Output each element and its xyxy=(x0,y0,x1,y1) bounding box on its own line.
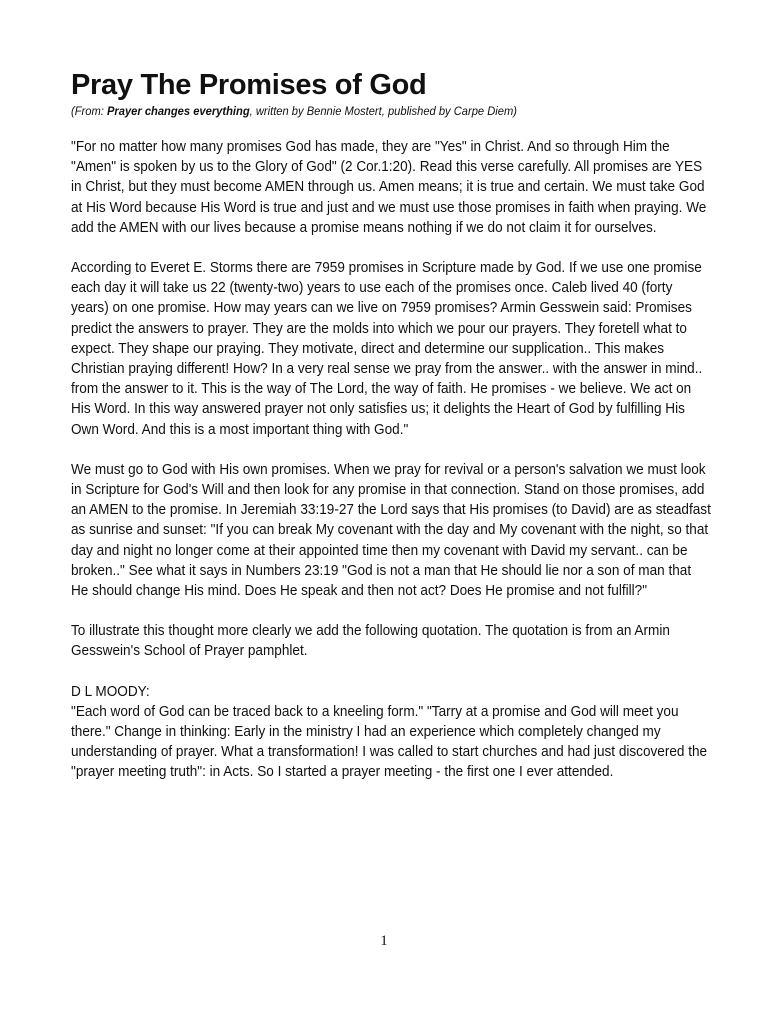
source-citation xyxy=(71,103,666,119)
quote-paragraph: "Each word of God can be traced back to a kneeling form." "Tarry at a promise and God will meet you there." Change in thinking: Early in the ministry I had an experience which completely changed my understanding of prayer. What a transformation! I was called to start churches and had just discovered the "prayer meeting truth": in Acts. So I started a prayer meeting - the first one I ever attended. xyxy=(71,702,708,781)
source-prefix: (From: xyxy=(71,104,107,118)
document-body xyxy=(71,137,711,783)
document-title: Pray The Promises of God xyxy=(71,69,427,101)
document-page xyxy=(71,68,711,803)
body-paragraph: "For no matter how many promises God has made, they are "Yes" in Christ. And so through Him the "Amen" is spoken by us to the Glory of God" (2 Cor.1:20). Read this verse carefully. All promises are YES in Christ, but they must become AMEN through us. Amen means; it is true and certain. We must take God at His Word because His Word is true and just and we must use those promises in faith when praying. We add the AMEN with our lives because a promise means nothing if we do not claim it for ourselves. xyxy=(71,138,707,236)
body-paragraph: To illustrate this thought more clearly we add the following quotation. The quotation is from an Armin Gesswein's School of Prayer pamphlet. xyxy=(71,622,670,660)
body-paragraph: We must go to God with His own promises. When we pray for revival or a person's salvation we must look in Scripture for God's Will and then look for any promise in that connection. Stand on those promises, add an AMEN to the promise. In Jeremiah 33:19-27 the Lord says that His promises (to David) are as steadfast as sunrise and sunset: "If you can break My covenant with the day and My covenant with the night, so that day and night no longer come at their appointed time then my covenant with David my servant.. can be broken.." See what it says in Numbers 23:19 "God is not a man that He should lie nor a son of man that He should change His mind. Does He speak and then not act? Does He promise and not fulfill?" xyxy=(71,460,711,600)
source-book-title: Prayer changes everything xyxy=(106,104,250,118)
body-paragraph: According to Everet E. Storms there are 7959 promises in Scripture made by God. If we use one promise each day it will take us 22 (twenty-two) years to use each of the promises once. Caleb lived 40 (forty years) on one promise. How may years can we live on 7959 promises? Armin Gesswein said: Promises predict the answers to prayer. They are the molds into which we pour our prayers. They foretell what to expect. They shape our praying. They motivate, direct and determine our supplication.. This makes Christian praying different! How? In a very real sense we pray from the answer.. with the answer in mind.. from the answer to it. This is the way of The Lord, the way of faith. He promises - we believe. We act on His Word. In this way answered prayer not only satisfies us; it delights the Heart of God by fulfilling His Own Word. And this is a most important thing with God." xyxy=(71,259,703,438)
quote-heading: D L MOODY: xyxy=(71,682,150,700)
source-suffix: , written by Bennie Mostert, published by Carpe Diem) xyxy=(249,104,517,118)
page-number: 1 xyxy=(380,933,388,949)
